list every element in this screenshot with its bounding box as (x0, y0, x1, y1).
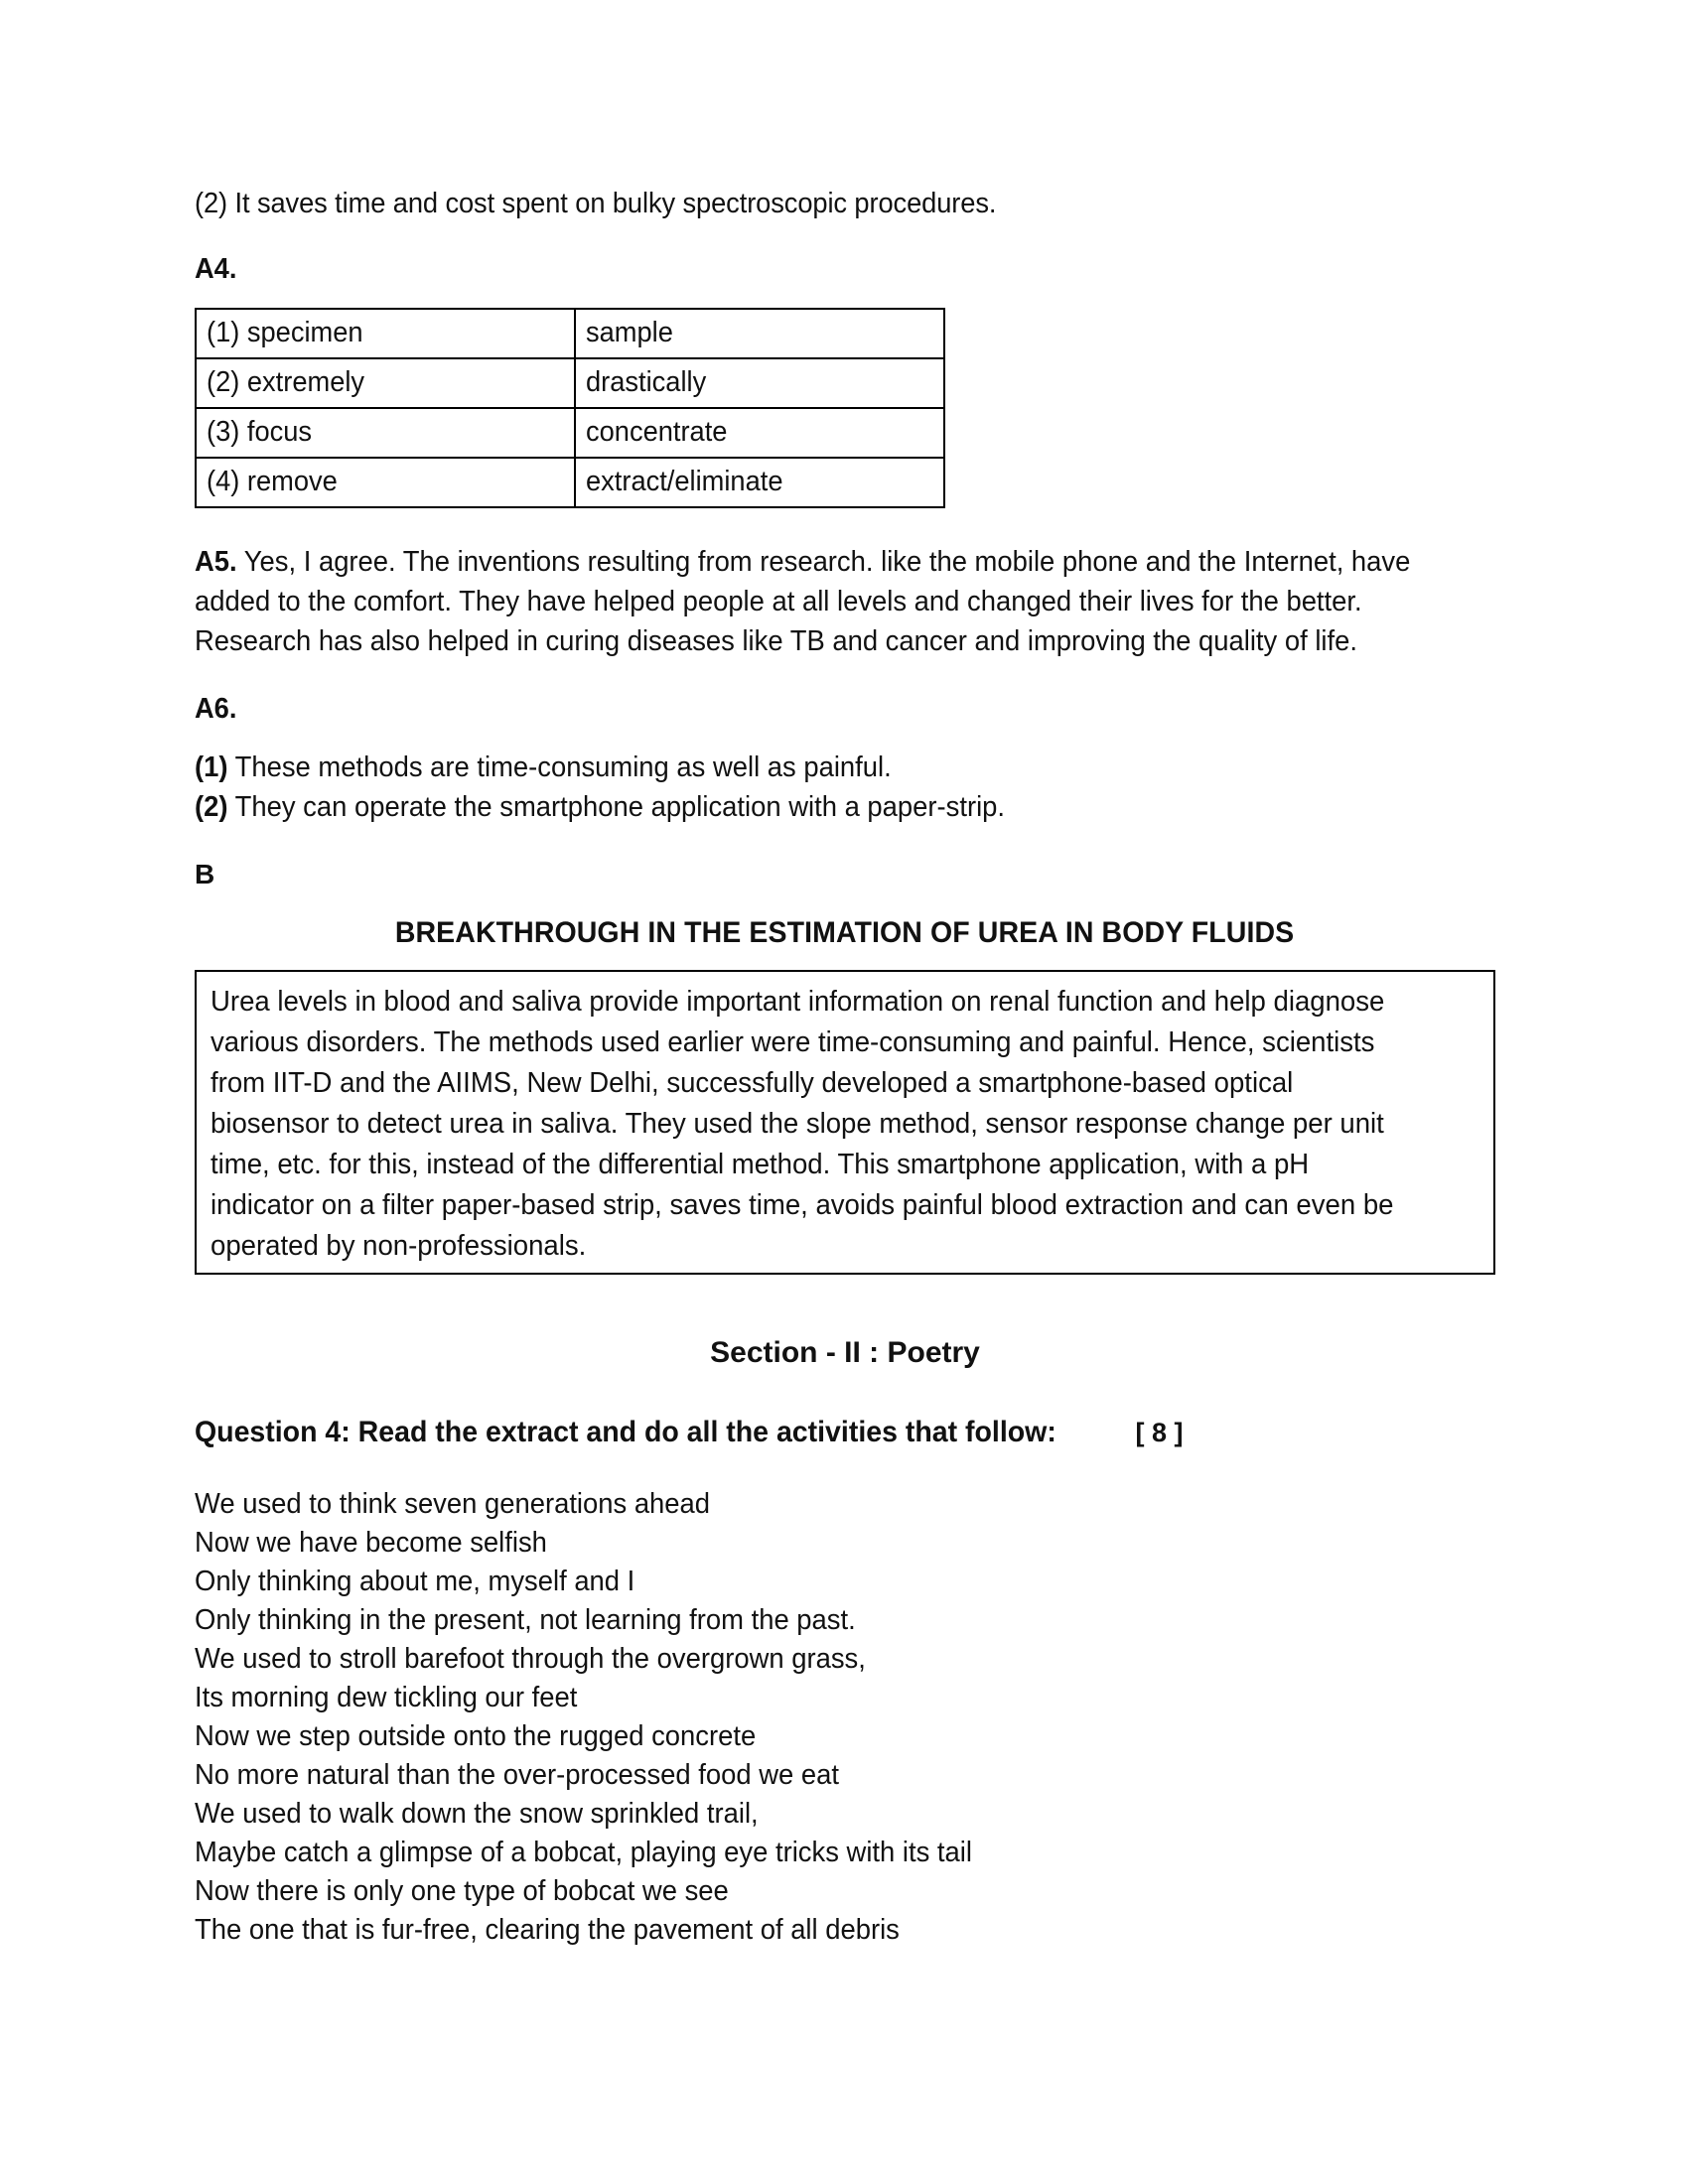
table-row (196, 408, 944, 458)
table-cell-synonym-text: extract/eliminate (586, 466, 783, 497)
poem-line: Now we have become selfish (195, 1527, 547, 1559)
page-content (195, 184, 1495, 1950)
poem-line: No more natural than the over-processed food we eat (195, 1759, 839, 1791)
answer-label-a6: A6. (195, 693, 237, 725)
list-item-number: (1) (195, 751, 228, 783)
table-row (196, 358, 944, 408)
answer-label-a4: A4. (195, 253, 237, 285)
answer-a5 (195, 542, 1495, 661)
poem-line: We used to think seven generations ahead (195, 1488, 711, 1520)
intro-line (195, 184, 1417, 223)
table-cell-word-text: (4) remove (207, 466, 338, 497)
table-cell-synonym (575, 309, 944, 358)
question-4-row (195, 1416, 1495, 1449)
table-row (196, 458, 944, 507)
table-cell-word-text: (2) extremely (207, 366, 365, 398)
answer-a5-inner (195, 542, 1424, 661)
poem-line: Now we step outside onto the rugged concrete (195, 1720, 757, 1752)
poem-line: We used to walk down the snow sprinkled trail, (195, 1798, 759, 1830)
question-4-label: Question 4: Read the extract and do all the activities that follow: (195, 1416, 1056, 1448)
poem-line: Only thinking in the present, not learning from the past. (195, 1604, 856, 1636)
question-4-marks: [ 8 ] (1135, 1418, 1184, 1447)
synonym-table (195, 308, 945, 508)
list-item-number: (2) (195, 791, 228, 823)
section-label-b: B (195, 859, 215, 889)
table-cell-word-text: (3) focus (207, 416, 313, 448)
table-cell-word-text: (1) specimen (207, 317, 363, 348)
answer-a6-list (195, 748, 1495, 827)
table-cell-synonym-text: drastically (586, 366, 707, 398)
table-cell-synonym-text: sample (586, 317, 673, 348)
passage-box-text: Urea levels in blood and saliva provide important information on renal function and help diagnose various disorders. The methods used earlier were time-consuming and painful. Hence, scientists from IIT-D and the AIIMS, New Delhi, successfully developed a smartphone-based optical biosensor to detect urea in saliva. They used the slope method, sensor response change per unit time, etc. for this, instead of the differential method. This smartphone application, with a pH indicator on a filter paper-based strip, saves time, avoids painful blood extraction and can even be operated by non-professionals. (211, 986, 1394, 1262)
poem-line: Maybe catch a glimpse of a bobcat, playing eye tricks with its tail (195, 1837, 972, 1868)
poem-extract (195, 1485, 1495, 1950)
passage-title (195, 916, 1495, 950)
passage-title-text: BREAKTHROUGH IN THE ESTIMATION OF UREA IN BODY FLUIDS (395, 916, 1295, 949)
poem-line: We used to stroll barefoot through the overgrown grass, (195, 1643, 866, 1675)
table-cell-word (196, 358, 575, 408)
table-cell-word (196, 458, 575, 507)
poem-line: Its morning dew tickling our feet (195, 1682, 578, 1713)
table-cell-synonym-text: concentrate (586, 416, 728, 448)
list-item (195, 787, 1424, 827)
list-item (195, 748, 1424, 787)
passage-box (195, 970, 1495, 1275)
poem-line: Only thinking about me, myself and I (195, 1566, 635, 1597)
list-item-text: They can operate the smartphone application with a paper-strip. (234, 791, 1006, 823)
list-item-text: These methods are time-consuming as well as painful. (234, 751, 892, 783)
table-cell-synonym (575, 458, 944, 507)
table-cell-synonym (575, 358, 944, 408)
intro-line-text: (2) It saves time and cost spent on bulky spectroscopic procedures. (195, 188, 997, 219)
answer-a5-text: Yes, I agree. The inventions resulting from research. like the mobile phone and the Internet, have added to the comfort. They have helped people at all levels and changed their lives for the better. Research has also helped in curing diseases like TB and cancer and improving the quality of life. (195, 546, 1411, 657)
synonym-table-body (196, 309, 944, 507)
poem-line: Now there is only one type of bobcat we see (195, 1875, 729, 1907)
poem-line: The one that is fur-free, clearing the pavement of all debris (195, 1914, 900, 1946)
table-cell-word (196, 309, 575, 358)
table-cell-word (196, 408, 575, 458)
section-two-heading: Section - II : Poetry (710, 1336, 980, 1369)
table-cell-synonym (575, 408, 944, 458)
answer-label-a5: A5. (195, 546, 237, 578)
table-row (196, 309, 944, 358)
